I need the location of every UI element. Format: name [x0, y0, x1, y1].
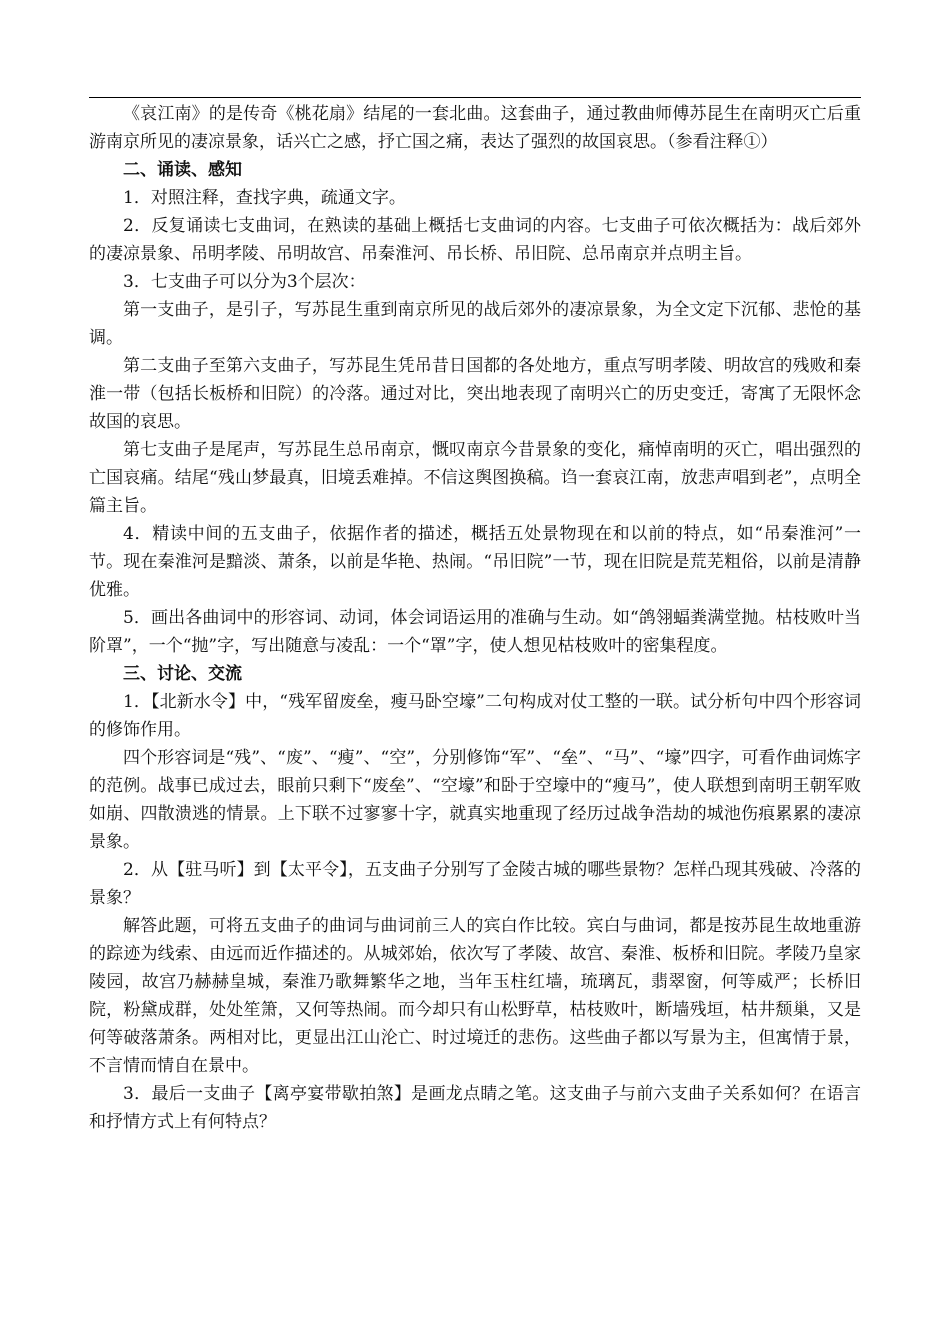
paragraph: 4．精读中间的五支曲子，依据作者的描述，概括五处景物现在和以前的特点，如“吊秦淮河”一节。现在秦淮河是黯淡、萧条，以前是华艳、热闹。“吊旧院”一节，现在旧院是荒芜粗俗，以前是清静优雅。: [89, 524, 861, 600]
paragraph: 1．【北新水令】中，“残军留废垒，瘦马卧空壕”二句构成对仗工整的一联。试分析句中四个形容词的修饰作用。: [89, 692, 861, 740]
paragraph: 1．对照注释，查找字典，疏通文字。: [123, 188, 406, 208]
paragraph: 第一支曲子，是引子，写苏昆生重到南京所见的战后郊外的凄凉景象，为全文定下沉郁、悲怆的基调。: [89, 300, 861, 348]
paragraph: 5．画出各曲词中的形容词、动词，体会词语运用的准确与生动。如“鸽翎蝠粪满堂抛。枯枝败叶当阶罩”，一个“抛”字，写出随意与凌乱：一个“罩”字，使人想见枯枝败叶的密集程度。: [89, 608, 861, 656]
paragraph: 解答此题，可将五支曲子的曲词与曲词前三人的宾白作比较。宾白与曲词，都是按苏昆生故地重游的踪迹为线索、由远而近作描述的。从城郊始，依次写了孝陵、故宫、秦淮、板桥和旧院。孝陵乃皇家陵园，故宫乃赫赫皇城，秦淮乃歌舞繁华之地，当年玉柱红墙，琉璃瓦，翡翠窗，何等威严；长桥旧院，粉黛成群，处处笙箫，又何等热闹。而今却只有山松野草，枯枝败叶，断墙残垣，枯井颓巢，又是何等破落萧条。两相对比，更显出江山沦亡、时过境迁的悲伤。这些曲子都以写景为主，但寓情于景，不言情而情自在景中。: [89, 916, 861, 1076]
paragraph: 3．七支曲子可以分为3个层次：: [123, 272, 366, 292]
section-heading-discuss: 三、讨论、交流: [123, 664, 242, 684]
paragraph: 3．最后一支曲子【离亭宴带歇拍煞】是画龙点睛之笔。这支曲子与前六支曲子关系如何？在语言和抒情方式上有何特点？: [89, 1084, 861, 1132]
intro-paragraph: 《哀江南》的是传奇《桃花扇》结尾的一套北曲。这套曲子，通过教曲师傅苏昆生在南明灭亡后重游南京所见的凄凉景象，话兴亡之感，抒亡国之痛，表达了强烈的故国哀思。（参看注释①）: [89, 104, 861, 152]
paragraph: 2．反复诵读七支曲词，在熟读的基础上概括七支曲词的内容。七支曲子可依次概括为：战后郊外的凄凉景象、吊明孝陵、吊明故宫、吊秦淮河、吊长桥、吊旧院、总吊南京并点明主旨。: [89, 216, 861, 264]
header-rule: [89, 97, 861, 98]
paragraph: 2．从【驻马听】到【太平令】，五支曲子分别写了金陵古城的哪些景物？怎样凸现其残破、冷落的景象？: [89, 860, 861, 908]
paragraph: 四个形容词是“残”、“废”、“瘦”、“空”，分别修饰“军”、“垒”、“马”、“壕”四字，可看作曲词炼字的范例。战事已成过去，眼前只剩下“废垒”、“空壕”和卧于空壕中的“瘦马”，使人联想到南明王朝军败如崩、四散溃逃的情景。上下联不过寥寥十字，就真实地重现了经历过战争浩劫的城池伤痕累累的凄凉景象。: [89, 748, 861, 852]
document-body: [89, 100, 861, 1136]
paragraph: 第二支曲子至第六支曲子，写苏昆生凭吊昔日国都的各处地方，重点写明孝陵、明故宫的残败和秦淮一带（包括长板桥和旧院）的冷落。通过对比，突出地表现了南明兴亡的历史变迁，寄寓了无限怀念故国的哀思。: [89, 356, 861, 432]
paragraph: 第七支曲子是尾声，写苏昆生总吊南京，慨叹南京今昔景象的变化，痛悼南明的灭亡，唱出强烈的亡国哀痛。结尾“残山梦最真，旧境丢难掉。不信这舆图换稿。诌一套哀江南，放悲声唱到老”，点明全篇主旨。: [89, 440, 861, 516]
section-heading-recite: 二、诵读、感知: [123, 160, 242, 180]
